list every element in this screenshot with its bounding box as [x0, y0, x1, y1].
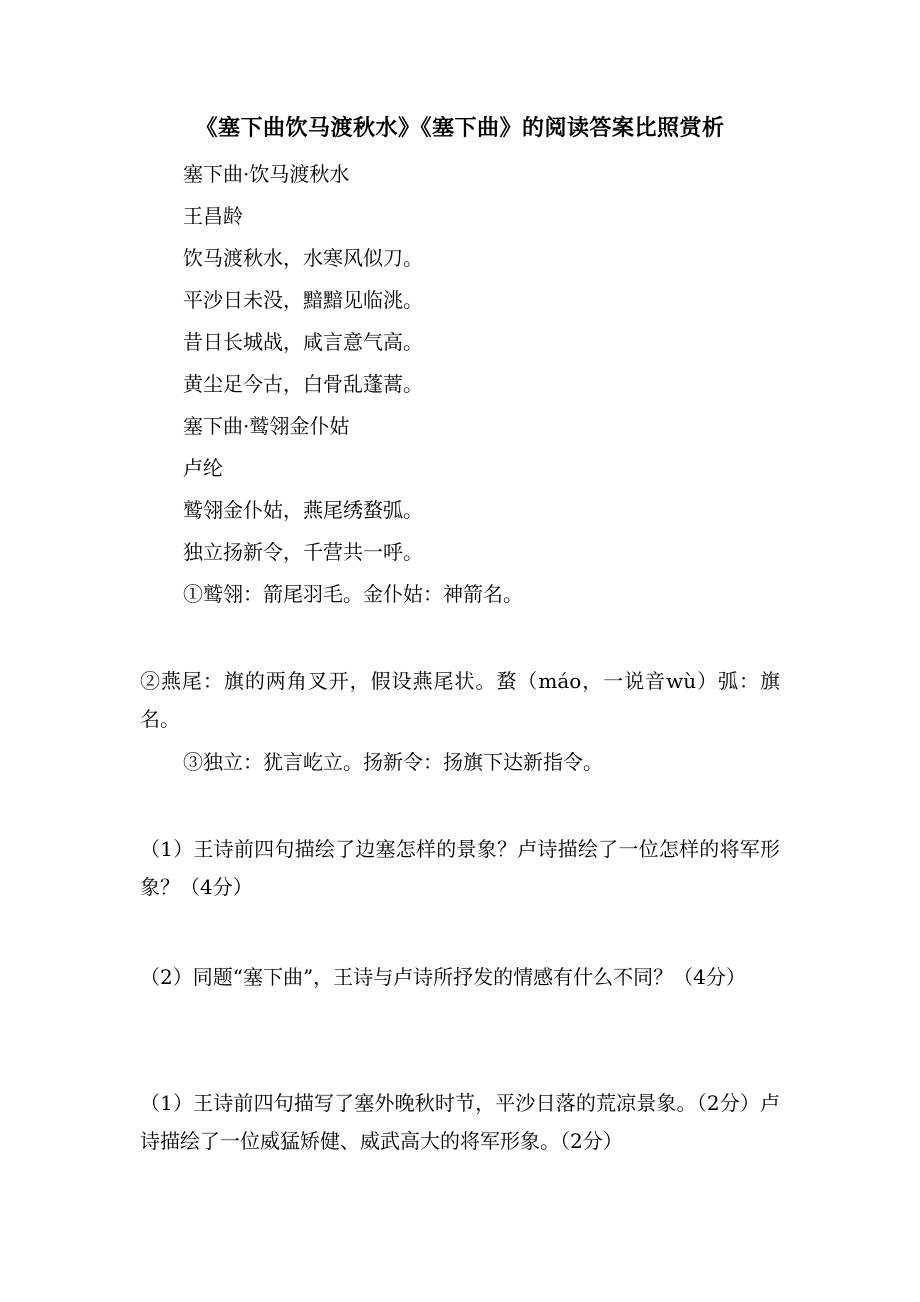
- document-title: 《塞下曲饮马渡秋水》《塞下曲》的阅读答案比照赏析: [195, 116, 725, 141]
- question-1: （1）王诗前四句描绘了边塞怎样的景象？卢诗描绘了一位怎样的将军形象？（4分）: [140, 837, 780, 899]
- poem2-line-1: 鹫翎金仆姑，燕尾绣蝥弧。: [183, 498, 423, 522]
- note-3: ③独立：犹言屹立。扬新令：扬旗下达新指令。: [183, 750, 603, 774]
- poem2-line-2: 独立扬新令，千营共一呼。: [183, 540, 423, 564]
- poem1-line-1: 饮马渡秋水，水寒风似刀。: [183, 246, 423, 270]
- poem2-author: 卢纶: [183, 456, 223, 480]
- poem1-line-3: 昔日长城战，咸言意气高。: [183, 330, 423, 354]
- answer-1: （1）王诗前四句描写了塞外晚秋时节，平沙日落的荒凉景象。（2分）卢诗描绘了一位威猛矫健、威武高大的将军形象。（2分）: [140, 1091, 780, 1153]
- poem1-author: 王昌龄: [183, 204, 243, 228]
- poem1-heading: 塞下曲·饮马渡秋水: [183, 162, 350, 186]
- poem2-heading: 塞下曲·鹫翎金仆姑: [183, 414, 350, 438]
- question-2: （2）同题“塞下曲”，王诗与卢诗所抒发的情感有什么不同？（4分）: [140, 965, 746, 989]
- poem1-line-4: 黄尘足今古，白骨乱蓬蒿。: [183, 372, 423, 396]
- poem1-line-2: 平沙日未没，黯黯见临洮。: [183, 288, 423, 312]
- note-2: ②燕尾：旗的两角叉开，假设燕尾状。蝥（máo，一说音wù）弧：旗名。: [140, 669, 780, 731]
- note-1: ①鹫翎：箭尾羽毛。金仆姑：神箭名。: [183, 582, 523, 606]
